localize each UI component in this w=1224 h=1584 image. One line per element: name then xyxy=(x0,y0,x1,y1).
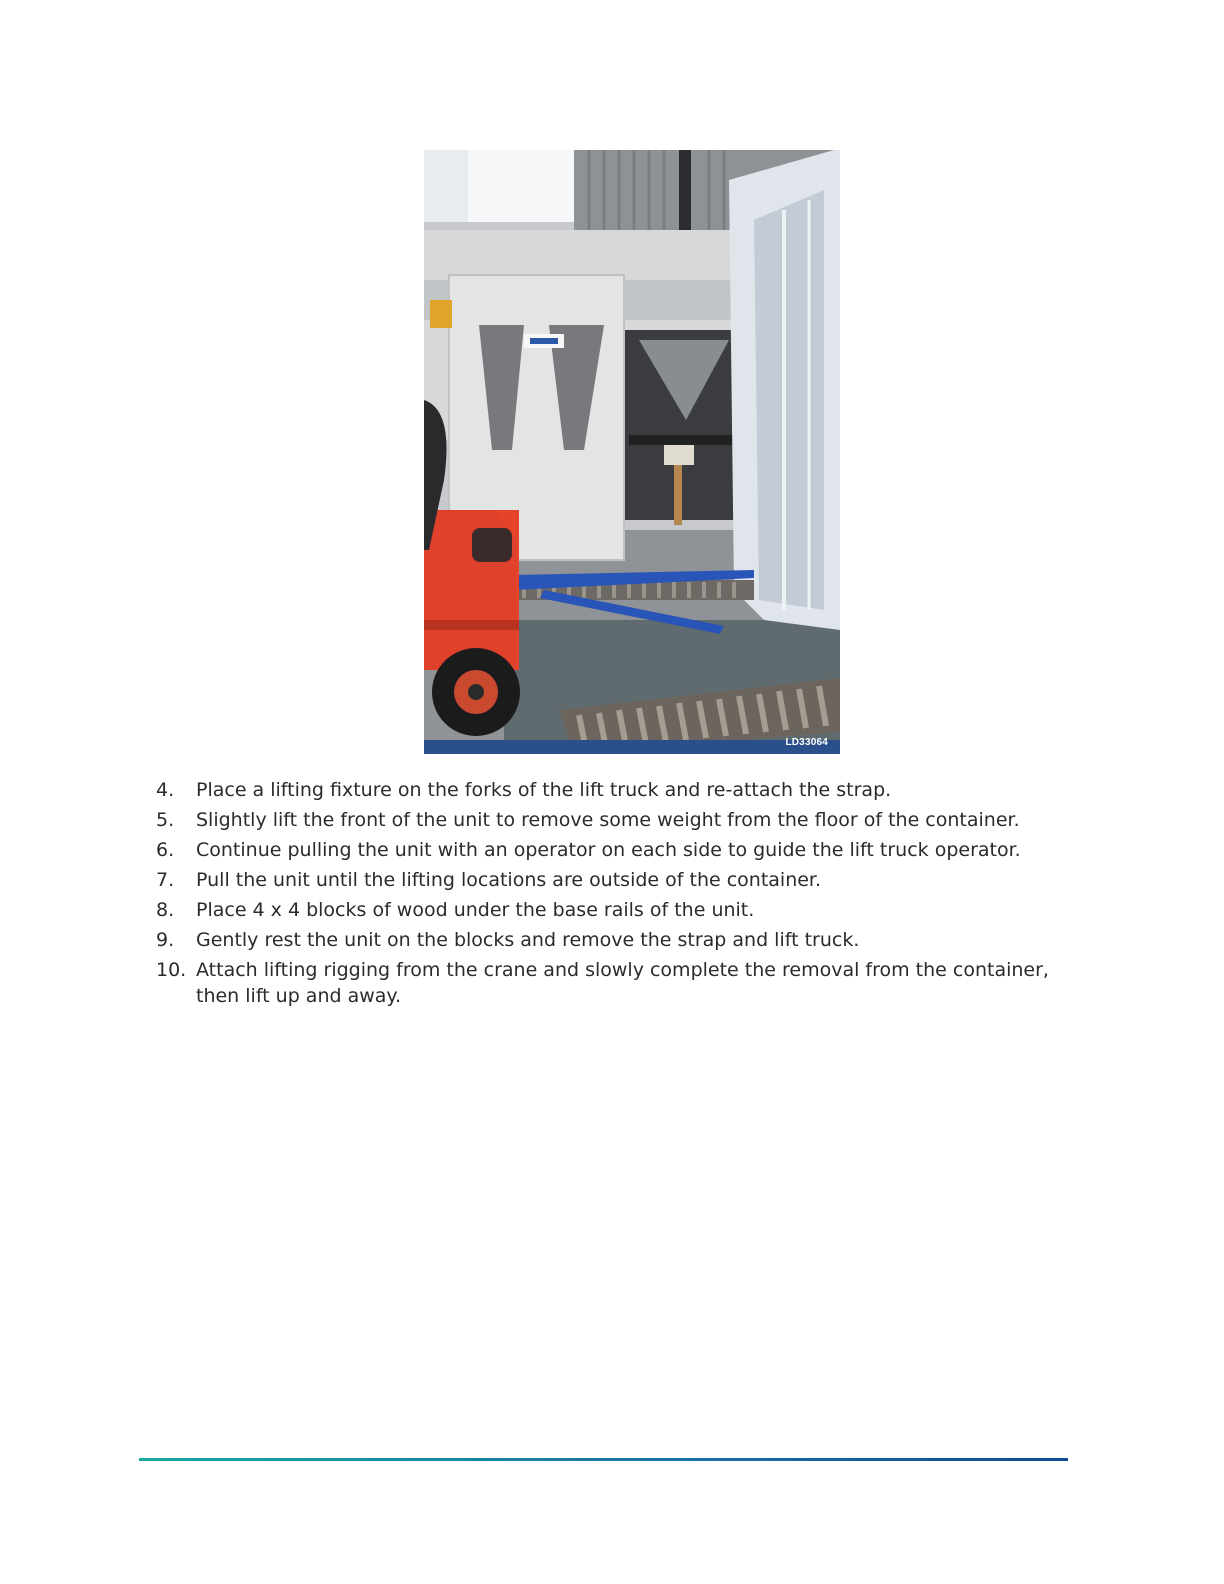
list-item xyxy=(156,867,1056,893)
list-item xyxy=(156,837,1056,863)
procedure-steps-list xyxy=(156,777,1056,1013)
step-text: Place 4 x 4 blocks of wood under the base rails of the unit. xyxy=(196,899,755,921)
step-text: Attach lifting rigging from the crane and slowly complete the removal from the container, then lift up and away. xyxy=(196,959,1049,1007)
step-number: 7. xyxy=(156,869,175,891)
list-item xyxy=(156,777,1056,803)
step-text: Continue pulling the unit with an operator on each side to guide the lift truck operator. xyxy=(196,839,1021,861)
warehouse-photo xyxy=(424,150,840,754)
step-number: 10. xyxy=(156,959,187,981)
step-text: Place a lifting fixture on the forks of the lift truck and re-attach the strap. xyxy=(196,779,892,801)
list-item xyxy=(156,807,1056,833)
step-number: 5. xyxy=(156,809,175,831)
step-number: 8. xyxy=(156,899,175,921)
figure-id-label: LD33064 xyxy=(785,737,828,748)
step-text: Pull the unit until the lifting locations are outside of the container. xyxy=(196,869,822,891)
list-item xyxy=(156,927,1056,953)
step-text: Slightly lift the front of the unit to remove some weight from the floor of the container. xyxy=(196,809,1020,831)
step-text: Gently rest the unit on the blocks and remove the strap and lift truck. xyxy=(196,929,860,951)
list-item xyxy=(156,957,1056,1009)
step-number: 6. xyxy=(156,839,175,861)
footer-divider xyxy=(139,1458,1068,1461)
list-item xyxy=(156,897,1056,923)
step-number: 9. xyxy=(156,929,175,951)
step-number: 4. xyxy=(156,779,175,801)
forklift-unloading-illustration xyxy=(424,150,840,754)
